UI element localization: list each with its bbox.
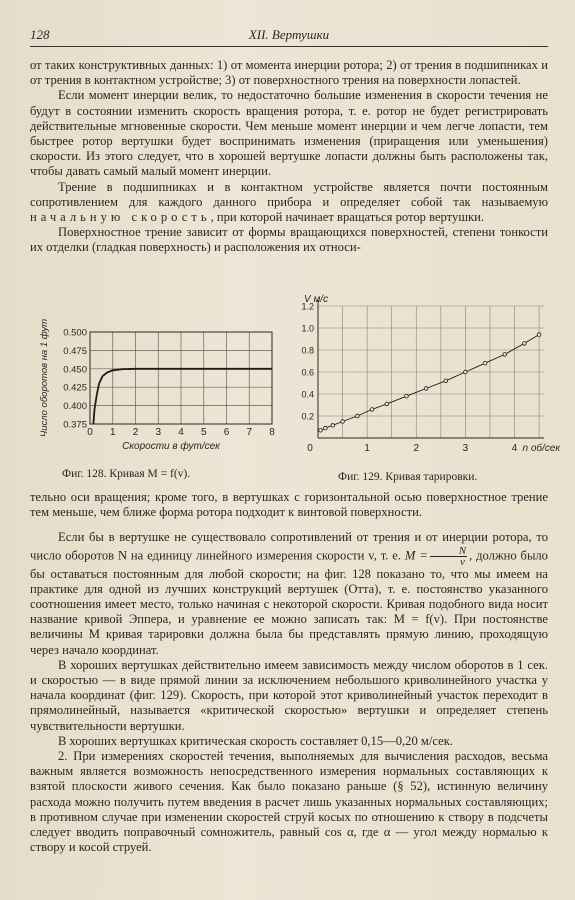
y-tick-label: 0.4 (301, 389, 314, 400)
x-tick-label: 4 (511, 443, 518, 454)
x-axis-label: n об/сек (522, 443, 561, 454)
y-tick-label: 1.0 (301, 323, 314, 334)
paragraph: Поверхностное трение зависит от формы вращающихся поверхностей, степени тонкости их отделки (гладкая поверхность) и расположения их относи- (30, 225, 548, 255)
emphasis-term: начальную скорость (30, 210, 211, 225)
x-tick-label: 0 (87, 427, 93, 438)
formula-fraction: $\frac{N}{v}$ (430, 546, 467, 567)
data-point (405, 394, 409, 398)
page-number: 128 (30, 27, 50, 42)
y-tick-label: 0.425 (63, 382, 87, 394)
data-point (503, 353, 507, 357)
x-tick-label: 3 (462, 443, 469, 454)
x-tick-label: 8 (269, 427, 275, 438)
data-point (537, 333, 541, 337)
data-point (483, 361, 487, 365)
paragraph: В хороших вертушках критическая скорость составляет 0,15—0,20 м/сек. (58, 733, 453, 748)
y-tick-label: 0.375 (63, 419, 87, 431)
x-axis-label: Скорости в фут/сек (122, 441, 220, 452)
y-tick-label: 0.6 (301, 367, 314, 378)
data-point (424, 387, 428, 391)
data-point (331, 424, 335, 428)
y-tick-label: 0.500 (63, 327, 87, 339)
paragraph: Если бы в вертушке не существовало сопротивлений от трения и от инерции ротора, то число оборотов N на единицу линейного измерения скорости v, т. е. M = $\frac{N}{v}$ , должно было бы оставаться постоянным для любой скорости; на фиг. 128 показано то, что мы имеем на практике для одной из лучших конструкций вертушек (Отта), т. е. постоянство указанного соотношения имеет место, только начиная с некоторой скорости. Кривая подобного вида носит название кривой Эппера, и уравнение ее можно записать так: M = f(v). При постоянстве величины M кривая тарировки должна была бы представлять прямую линию, проходящую через начало координат. (30, 530, 548, 657)
data-point (444, 379, 448, 383)
x-tick-label: 7 (246, 427, 253, 438)
x-tick-label: 1 (109, 427, 116, 438)
y-tick-label: 0.475 (63, 345, 87, 357)
text-block-top (30, 58, 548, 256)
data-point (324, 426, 328, 430)
data-point (464, 370, 468, 374)
paragraph: Если момент инерции велик, то недостаточно большие изменения в скорости течения не будут в состоянии изменить скорость вращения ротора, т. е. ротор не будет регистрировать действительные мгновенные скорости. Чем меньше момент инерции и чем легче лопасти, тем быстрее ротор вертушки будет воспринимать изменения (приращения или уменьшения) скорости. Из этого следует, что в хорошей вертушке лопасти должны быть расположены так, чтобы давать самый малый момент инерции. (30, 88, 548, 179)
figure-129-chart (296, 292, 561, 464)
running-header (30, 26, 548, 47)
y-axis-label: Число оборотов на 1 фут (39, 318, 50, 438)
y-tick-label: 0.400 (63, 401, 87, 413)
x-tick-label: 1 (364, 443, 370, 454)
x-tick-label: 2 (132, 427, 139, 438)
x-tick-label: 5 (200, 427, 207, 438)
y-tick-label: 0.8 (301, 345, 314, 356)
x-tick-label: 2 (413, 443, 420, 454)
x-tick-label: 0 (307, 443, 313, 454)
y-tick-label: 1.2 (301, 301, 314, 312)
x-tick-label: 4 (178, 427, 184, 438)
paragraph: от таких конструктивных данных: 1) от момента инерции ротора; 2) от трения в подшипниках и от трения в контактном устройстве; 3) от поверхностного трения на поверхности лопастей. (30, 58, 548, 88)
data-line (93, 369, 272, 424)
y-tick-label: 0.450 (63, 364, 87, 376)
text-block-bottom (30, 490, 548, 855)
y-tick-label: 0.2 (301, 411, 314, 422)
formula-lhs: M = (404, 548, 428, 562)
y-axis-label: V м/с (304, 294, 329, 305)
paragraph: Трение в подшипниках и в контактном устройстве является почти постоянным сопротивлением для каждого данного прибора и определяет собой так называемую начальную скорость, при которой начинает вращаться ротор вертушки. (30, 179, 548, 225)
figure-128-chart (38, 318, 288, 460)
x-tick-label: 3 (155, 427, 162, 438)
data-point (523, 342, 527, 346)
data-point (356, 414, 360, 418)
paragraph: В хороших вертушках действительно имеем зависимость между числом оборотов в 1 сек. и скоростью — в виде прямой линии за исключением небольшого криволинейного участка у начала координат (фиг. 129). Скорость, при которой этот криволинейный участок переходит в прямолинейный, называется «критической скоростью» вертушки и определяет степень чувствительности вертушки. (30, 657, 548, 733)
figure-129-caption: Фиг. 129. Кривая тарировки. (338, 471, 478, 483)
data-point (319, 429, 323, 433)
data-point (370, 408, 374, 412)
figure-128-caption: Фиг. 128. Кривая M = f(v). (62, 468, 191, 480)
chapter-title: XII. Вертушки (248, 27, 330, 42)
x-tick-label: 6 (223, 427, 230, 438)
data-point (385, 402, 389, 406)
paragraph: 2. При измерениях скоростей течения, выполняемых для вычисления расходов, весьма важным является возможность непосредственного измерения нормальных составляющих к взятой плоскости живого сечения. Как было показано раньше (§ 52), истинную величину расхода можно получить путем введения в расчет лишь указанных нормальных составляющих; в противном случае при изменении скоростей струй косых по отношению к створу в подсчеты следует вводить поправочный сомножитель, равный cos α, где α — угол между нормалью к створу и косой струей. (30, 749, 548, 855)
paragraph: тельно оси вращения; кроме того, в вертушках с горизонтальной осью поверхностное трение тем меньше, чем ближе форма ротора подходит к винтовой поверхности. (30, 490, 548, 520)
data-point (341, 420, 345, 424)
